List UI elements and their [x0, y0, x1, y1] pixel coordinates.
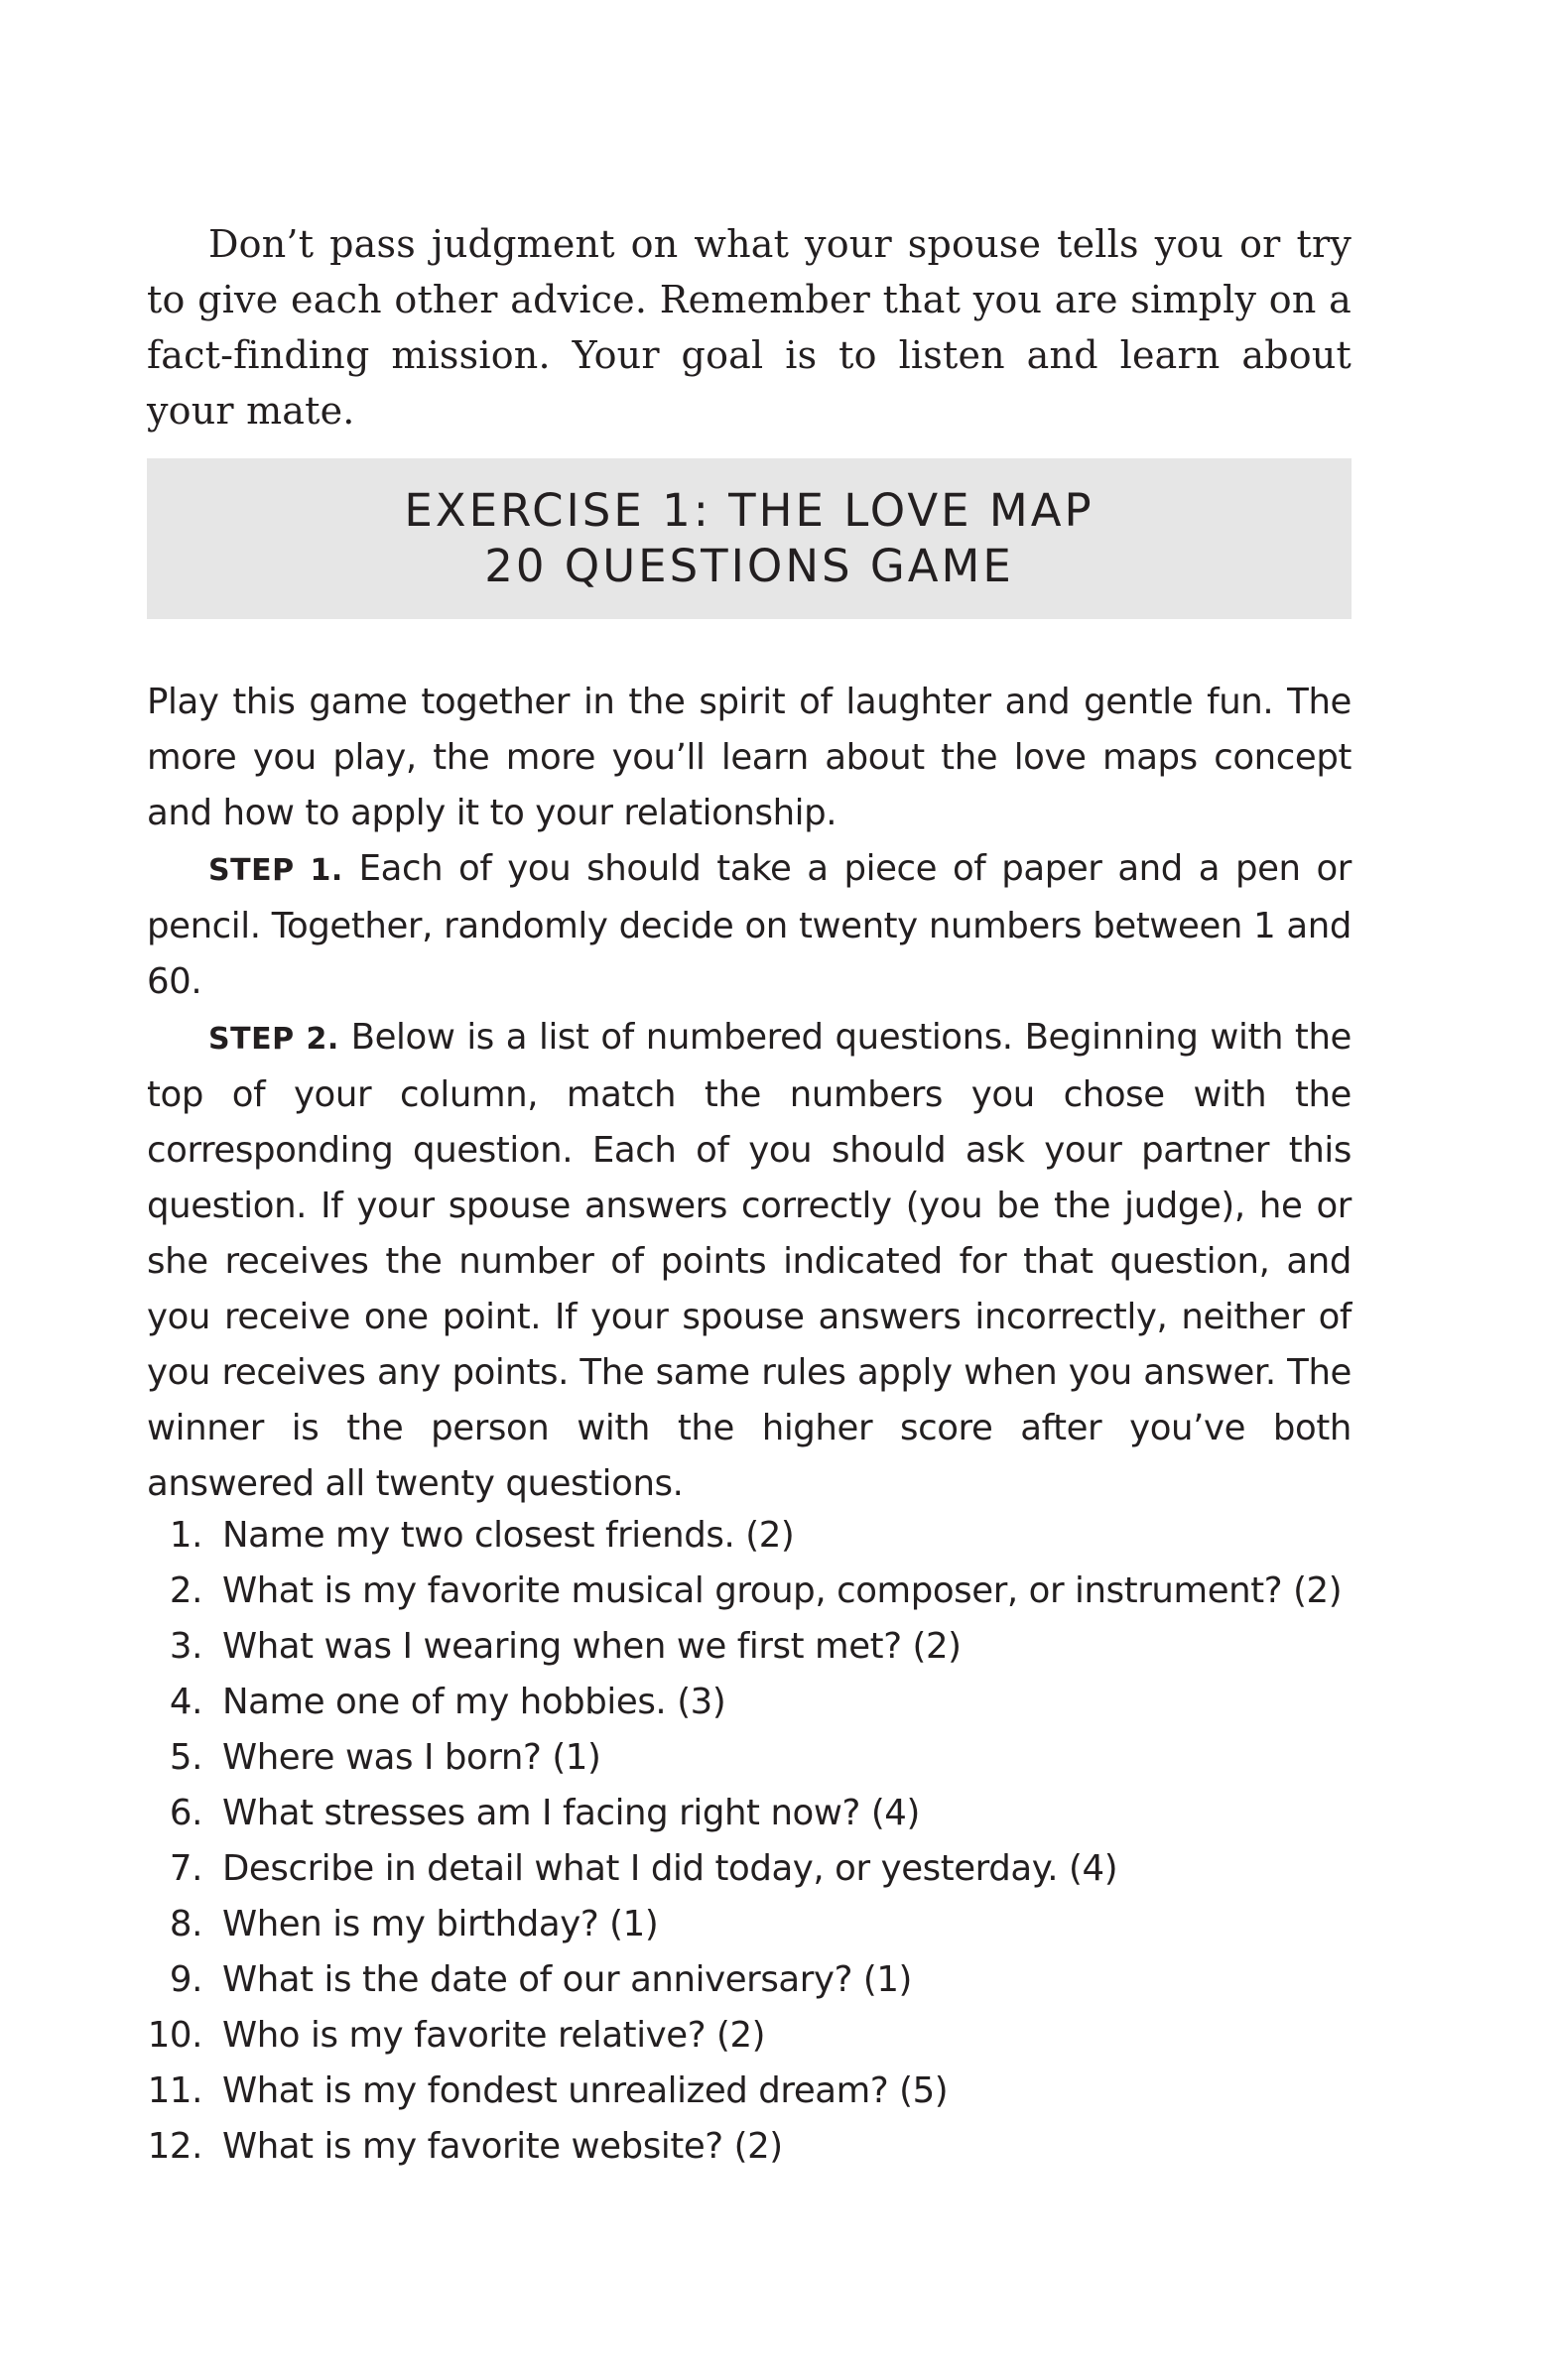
question-item: [147, 1564, 1352, 1619]
question-number: 8.: [169, 1904, 202, 1944]
step-2-text: Below is a list of numbered questions. Beginning with the top of your column, match the numbers you chose with the corresponding question. Each of you should ask your partner this question. If your spouse answers correctly (you be the judge), he or she receives the number of points indicated for that question, and you receive one point. If your spouse answers incorrectly, neither of you receives any points. The same rules apply when you answer. The winner is the person with the higher score after you’ve both answered all twenty questions.: [147, 1017, 1352, 1504]
question-item: [147, 1897, 1352, 1952]
exercise-title-line-2: 20 QUESTIONS GAME: [484, 540, 1014, 592]
question-item: [147, 1675, 1352, 1730]
question-number: 7.: [169, 1848, 202, 1889]
question-item: [147, 1730, 1352, 1786]
question-text: What is the date of our anniversary? (1): [222, 1959, 913, 2000]
question-text: Name one of my hobbies. (3): [222, 1682, 726, 1722]
question-text: What was I wearing when we first met? (2): [222, 1626, 962, 1667]
step-1-text: Each of you should take a piece of paper and a pen or pencil. Together, randomly decide on twenty numbers between 1 and 60.: [147, 848, 1352, 1002]
exercise-intro-paragraph: Play this game together in the spirit of laughter and gentle fun. The more you play, the more you’ll learn about the love maps concept and how to apply it to your relationship.: [147, 682, 1352, 833]
question-number: 5.: [169, 1737, 202, 1778]
question-text: What is my favorite musical group, composer, or instrument? (2): [222, 1570, 1343, 1611]
exercise-title-line-1: EXERCISE 1: THE LOVE MAP: [404, 484, 1094, 537]
question-item: [147, 1619, 1352, 1675]
question-number: 3.: [169, 1626, 202, 1667]
exercise-header-box: [147, 458, 1352, 619]
question-text: What is my favorite website? (2): [222, 2126, 783, 2167]
question-item: [147, 2064, 1352, 2119]
question-item: [147, 1841, 1352, 1897]
step-1-label: STEP 1.: [208, 853, 343, 888]
question-text: Describe in detail what I did today, or yesterday. (4): [222, 1848, 1118, 1889]
question-text: Who is my favorite relative? (2): [222, 2015, 766, 2056]
question-number: 10.: [147, 2015, 202, 2056]
question-number: 9.: [169, 1959, 202, 2000]
question-text: What stresses am I facing right now? (4): [222, 1793, 920, 1833]
question-text: Where was I born? (1): [222, 1737, 601, 1778]
question-number: 11.: [147, 2070, 202, 2111]
question-text: What is my fondest unrealized dream? (5): [222, 2070, 949, 2111]
question-item: [147, 1786, 1352, 1841]
step-2-label: STEP 2.: [208, 1022, 339, 1057]
question-number: 1.: [169, 1515, 202, 1556]
question-text: Name my two closest friends. (2): [222, 1515, 795, 1556]
question-text: When is my birthday? (1): [222, 1904, 659, 1944]
question-number: 4.: [169, 1682, 202, 1722]
question-list: [147, 1508, 1352, 2175]
question-number: 2.: [169, 1570, 202, 1611]
question-item: [147, 2119, 1352, 2175]
question-item: [147, 1508, 1352, 1564]
exercise-instructions: [147, 675, 1352, 1512]
question-item: [147, 2008, 1352, 2064]
intro-paragraph: Don’t pass judgment on what your spouse tells you or try to give each other advice. Remember that you are simply on a fact-finding mission. Your goal is to listen and learn about your mate.: [147, 222, 1352, 433]
step-1-paragraph: [147, 841, 1352, 1010]
question-number: 12.: [147, 2126, 202, 2167]
question-number: 6.: [169, 1793, 202, 1833]
question-item: [147, 1952, 1352, 2008]
step-2-paragraph: [147, 1010, 1352, 1512]
